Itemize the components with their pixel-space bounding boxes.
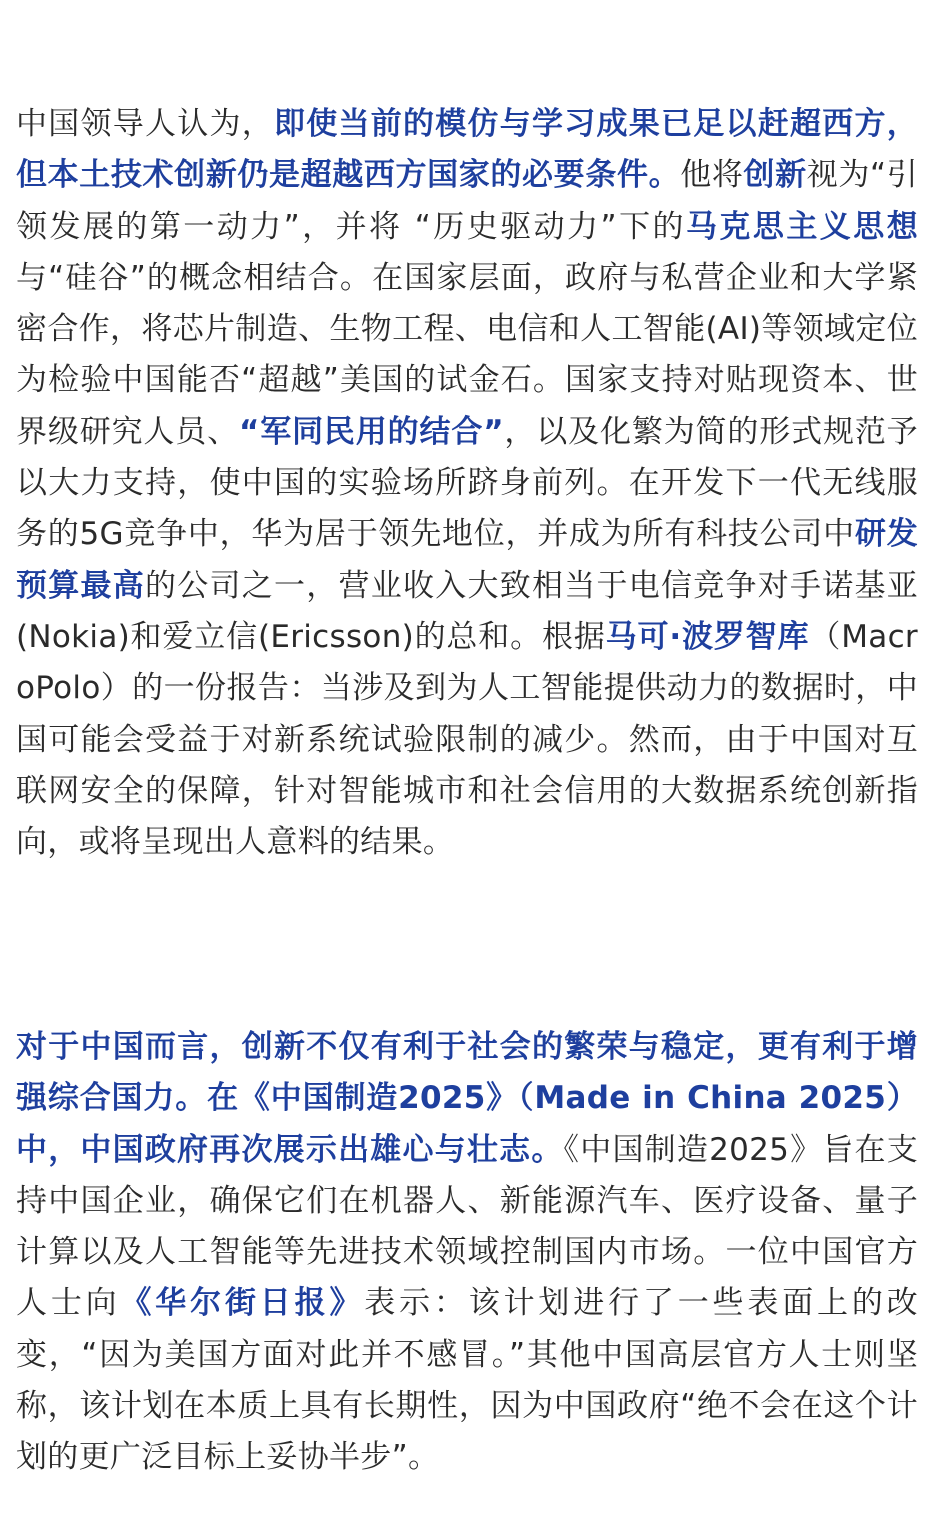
- text-segment: 与“硅谷”的概念相结合。在国家层面，政府与私营企业和大学紧密合作，将芯片制造、生物工程、电信和人工智能(AI)等领域定位为检验中国能否“超越”美国的试金石。国家支持对贴现资本、世界级研究人员、: [16, 259, 918, 450]
- highlighted-text: 马可·波罗智库: [605, 618, 810, 655]
- highlighted-text: 马克思主义思想: [685, 208, 918, 245]
- text-segment: 他将: [680, 157, 744, 194]
- highlighted-text: 《华尔街日报》: [120, 1285, 365, 1322]
- highlighted-text: 研发预算最高: [16, 516, 919, 604]
- highlighted-text: 即使当前的模仿与学习成果已足以赶超西方，但本土技术创新仍是超越西方国家的必要条件。: [16, 106, 918, 194]
- text-segment: 视为“引领发展的第一动力”，并将 “历史驱动力”下的: [16, 157, 918, 245]
- highlighted-text: 对于中国而言，创新不仅有利于社会的繁荣与稳定，更有利于增强综合国力。在《中国制造2025》（Made in China 2025）中，中国政府再次展示出雄心与壮志。: [16, 1029, 918, 1168]
- highlighted-text: 创新: [743, 157, 807, 194]
- text-segment: 表示：该计划进行了一些表面上的改变，“因为美国方面对此并不感冒。”其他中国高层官方人士则坚称，该计划在本质上具有长期性，因为中国政府“绝不会在这个计划的更广泛目标上妥协半步”。: [16, 1285, 918, 1476]
- paragraph-2: [16, 1022, 918, 1484]
- highlighted-text: “军同民用的结合”: [238, 413, 504, 450]
- paragraph-1: [16, 99, 918, 868]
- text-segment: ，以及化繁为简的形式规范予以大力支持，使中国的实验场所跻身前列。在开发下一代无线服务的5G竞争中，华为居于领先地位，并成为所有科技公司中: [16, 413, 918, 553]
- text-segment: （MacroPolo）的一份报告：当涉及到为人工智能提供动力的数据时，中国可能会受益于对新系统试验限制的减少。然而，由于中国对互联网安全的保障，针对智能城市和社会信用的大数据系统创新指向，或将呈现出人意料的结果。: [16, 618, 918, 861]
- text-segment: 中国领导人认为，: [16, 106, 274, 142]
- text-segment: 的公司之一，营业收入大致相当于电信竞争对手诺基亚(Nokia)和爱立信(Ericsson)的总和。根据: [16, 567, 918, 655]
- text-segment: 《中国制造2025》旨在支持中国企业，确保它们在机器人、新能源汽车、医疗设备、量子计算以及人工智能等先进技术领域控制国内市场。一位中国官方人士向: [16, 1131, 918, 1322]
